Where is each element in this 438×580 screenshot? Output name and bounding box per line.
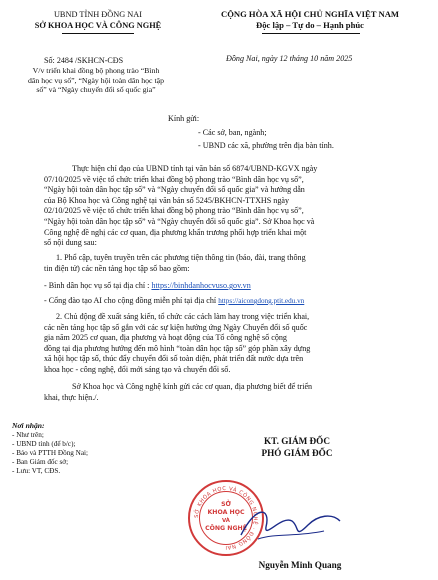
body-line: Thực hiện chỉ đạo của UBND tỉnh tại văn bản số 6874/UBND-KGVX ngày: [72, 164, 318, 173]
parent-organization: UBND TỈNH ĐỒNG NAI: [53, 10, 143, 19]
receiver-item: - Như trên;: [12, 431, 44, 439]
document-subject: [4, 66, 188, 95]
seal-line: KHOA HỌC: [207, 509, 245, 516]
receiver-item: - Ban Giám đốc sở;: [12, 458, 69, 466]
item-2: [44, 312, 428, 376]
body-line: “Ngày hội toàn dân học tập số” và “Ngày chuyển đổi số quốc gia” và hướng dẫn: [44, 185, 305, 195]
body-line: đồng tại địa phương hướng đến mô hình “toàn dân học tập số” góp phần xây dựng: [44, 343, 311, 353]
signature-title: [222, 435, 372, 459]
recipient-item: - UBND các xã, phường trên địa bàn tỉnh.: [198, 140, 334, 150]
aicongdong-link[interactable]: https://aicongdong.ptit.edu.vn: [218, 297, 305, 305]
handwritten-signature: [236, 495, 346, 555]
subject-line: số” và “Ngày chuyển đổi số quốc gia”: [36, 85, 156, 95]
motto-underline: [262, 33, 360, 34]
signature-title-1: KT. GIÁM ĐỐC: [264, 436, 330, 446]
intro-paragraph: [44, 164, 428, 249]
subject-line: dân học vụ số”, “Ngày hội toàn dân học tập: [28, 75, 164, 85]
national-motto: Độc lập – Tự do – Hạnh phúc: [256, 20, 364, 30]
link-line-1: [44, 281, 251, 290]
national-header: [190, 9, 430, 31]
body-line: tin điện tử) các nền tảng học tập số bao gồm:: [44, 263, 190, 273]
body-line: 07/10/2025 về việc tổ chức triển khai đồng bộ phong trào “Bình dân học vụ số”,: [44, 174, 304, 184]
date-place: Đồng Nai, ngày 12 tháng 10 năm 2025: [226, 54, 353, 63]
svg-text:SỞ KHOA HỌC VÀ CÔNG NGHỆ · ĐỒN: SỞ KHOA HỌC VÀ CÔNG NGHỆ · ĐỒNG NAI: [193, 485, 259, 551]
body-line: khai, thực hiện./.: [44, 392, 99, 402]
binhdanhocvuso-link[interactable]: https://binhdanhocvuso.gov.vn: [151, 281, 251, 290]
body-line: gia năm 2025 cơ quan, địa phương và hoạt động của Tổ công nghệ số cộng: [44, 333, 287, 343]
seal-line: SỞ: [221, 501, 231, 508]
link-label: - Bình dân học vụ số tại địa chỉ :: [44, 281, 152, 290]
body-line: của Bộ Khoa học và Công nghệ tại văn bản số 5245/BKHCN-TTXHS ngày: [44, 195, 290, 205]
body-line: khoa học - công nghệ, đổi mới sáng tạo và chuyển đổi số.: [44, 364, 231, 374]
body-line: Công nghệ đề nghị các cơ quan, địa phương khẩn trương phối hợp triển khai một: [44, 227, 307, 237]
closing-paragraph: [44, 382, 428, 403]
signer-name: Nguyễn Minh Quang: [258, 560, 342, 570]
body-line: “Ngày hội toàn dân học tập số” và “Ngày chuyển đổi số quốc gia”. Sở Khoa học và: [44, 216, 315, 226]
receiver-item: - Báo và PTTH Đồng Nai;: [12, 449, 89, 457]
issuing-authority: [10, 9, 186, 31]
body-line: các nền tảng học tập số gắn với các sự kiện hưởng ứng Ngày Chuyển đổi số quốc: [44, 322, 308, 332]
recipients-list: [198, 127, 334, 152]
body-line: 1. Phổ cập, tuyên truyền trên các phương tiện thông tin (báo, đài, trang thông: [56, 253, 306, 262]
receiver-item: - Lưu: VT, CĐS.: [12, 467, 61, 475]
organization-name: SỞ KHOA HỌC VÀ CÔNG NGHỆ: [34, 21, 162, 30]
receiver-item: - UBND tỉnh (để b/c);: [12, 440, 76, 448]
body-line: xã hội học tập số, thúc đẩy chuyển đổi số toàn diện, phát triển đất nước dựa trên: [44, 354, 304, 364]
body-line: Sở Khoa học và Công nghệ kính gửi các cơ quan, địa phương biết để triển: [72, 382, 313, 391]
body-line: 02/10/2025 về việc tổ chức triển khai đồng bộ phong trào “Bình dân học vụ số”,: [44, 206, 304, 216]
receivers-title: Nơi nhận:: [12, 421, 45, 430]
body-line: số nội dung sau:: [44, 238, 97, 248]
country-name: CỘNG HÒA XÃ HỘI CHỦ NGHĨA VIỆT NAM: [220, 9, 400, 19]
organization-underline: [62, 33, 134, 34]
recipient-item: - Các sở, ban, ngành;: [198, 128, 267, 137]
body-line: 2. Chủ động đề xuất sáng kiến, tổ chức các cách làm hay trong việc triển khai,: [56, 312, 310, 321]
item-1: [44, 253, 428, 274]
link-line-2: [44, 296, 304, 305]
receivers-block: [12, 420, 88, 476]
signature-title-2: PHÓ GIÁM ĐỐC: [261, 448, 333, 458]
link-label: - Cổng đào tạo AI cho cộng đồng miễn phí tại địa chỉ: [44, 296, 219, 305]
seal-line: VÀ: [222, 518, 230, 524]
document-number: Số: 2484 /SKHCN-CĐS: [44, 56, 124, 65]
recipients-label: Kính gửi:: [168, 114, 200, 123]
seal-line: CÔNG NGHỆ: [205, 525, 247, 532]
subject-line: V/v triển khai đồng bộ phong trào “Bình: [32, 66, 160, 75]
